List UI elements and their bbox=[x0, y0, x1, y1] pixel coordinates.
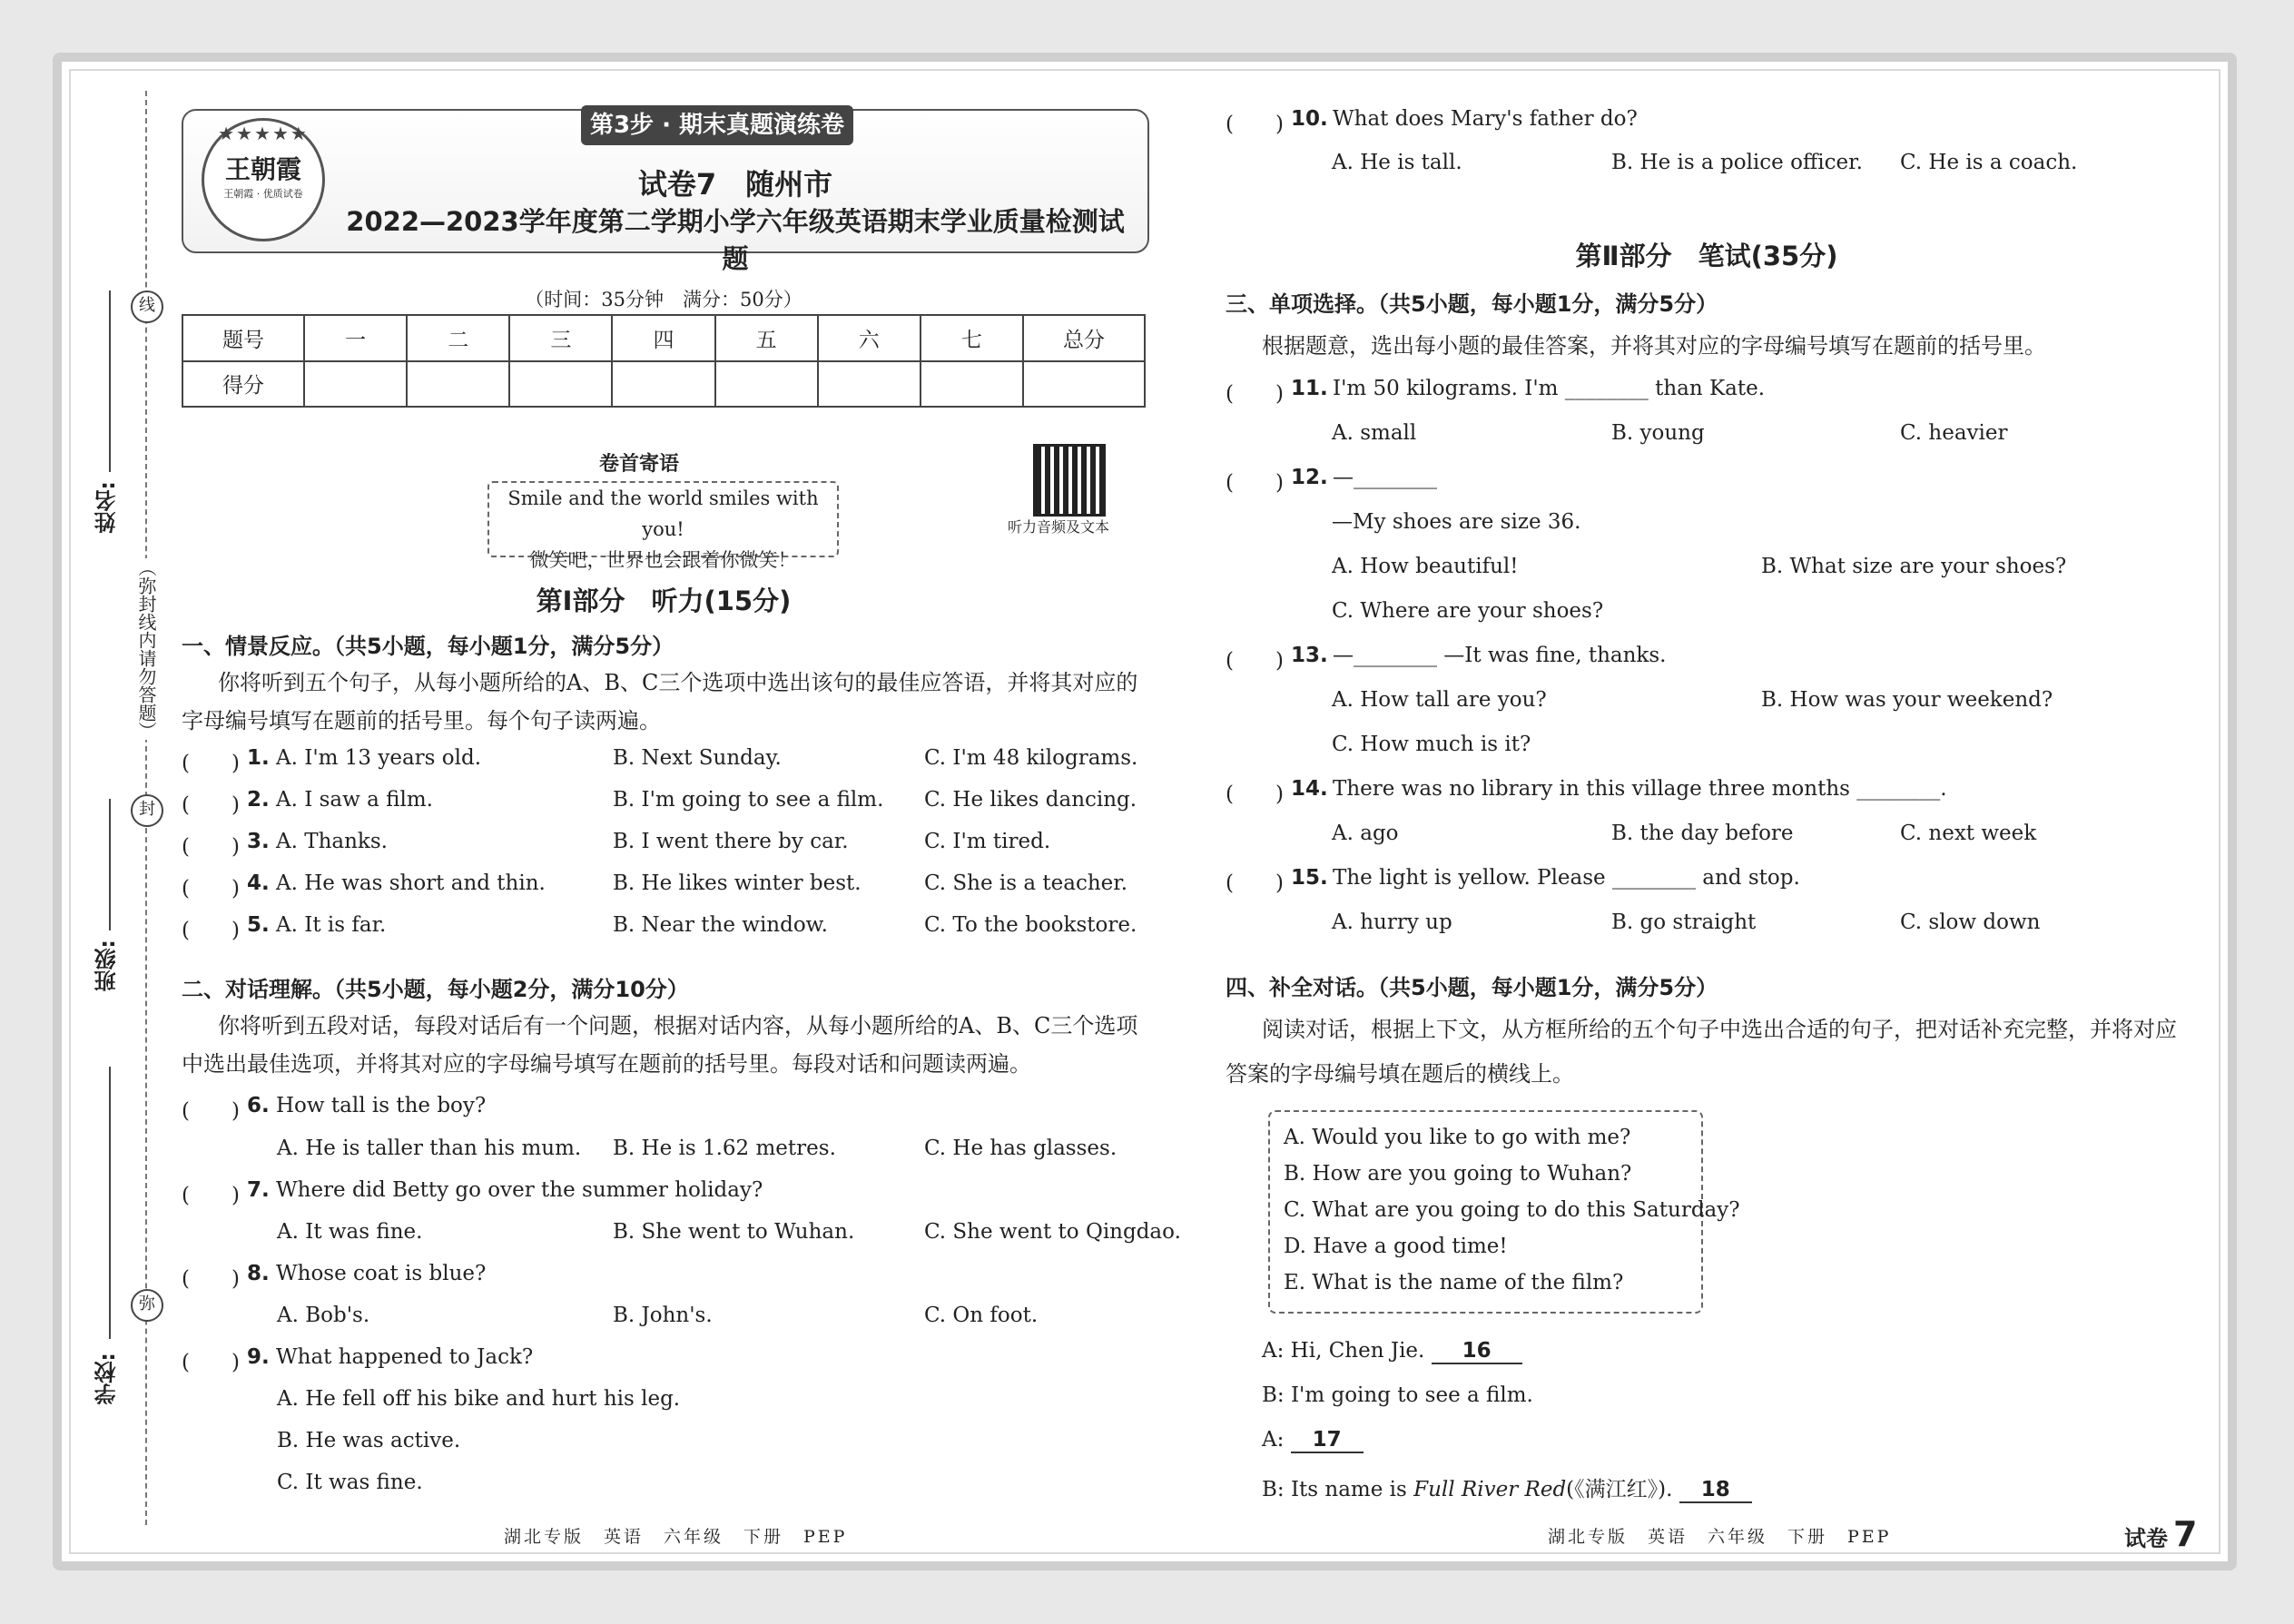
option: B. Near the window. bbox=[613, 913, 828, 937]
score-col: 五 bbox=[715, 315, 818, 361]
sec4-title: 四、补全对话。（共5小题，每小题1分，满分5分） bbox=[1226, 975, 1718, 1000]
option: A. He is tall. bbox=[1332, 151, 1462, 174]
answer-blank[interactable]: 16 bbox=[1432, 1339, 1522, 1364]
class-field[interactable] bbox=[109, 799, 111, 930]
answer-bracket[interactable]: ( ) bbox=[182, 1267, 240, 1291]
secret-mark: 弥 bbox=[131, 1289, 163, 1322]
answer-bracket[interactable]: ( ) bbox=[182, 1099, 240, 1123]
option: B. go straight bbox=[1611, 910, 1757, 934]
option: B. He is 1.62 metres. bbox=[613, 1137, 836, 1160]
answer-bracket[interactable]: ( ) bbox=[1226, 871, 1284, 895]
score-col: 六 bbox=[818, 315, 921, 361]
seal-warning: （弥封线内请勿答题） bbox=[134, 558, 160, 740]
score-row-label: 得分 bbox=[182, 361, 304, 408]
option: A. It was fine. bbox=[277, 1220, 423, 1244]
score-cell[interactable] bbox=[407, 361, 509, 408]
option: B. Next Sunday. bbox=[613, 746, 782, 770]
option: A. ago bbox=[1332, 822, 1399, 845]
score-col: 七 bbox=[921, 315, 1023, 361]
answer-bracket[interactable]: ( ) bbox=[182, 919, 240, 942]
motto-title: 卷首寄语 bbox=[599, 453, 680, 476]
answer-bracket[interactable]: ( ) bbox=[1226, 382, 1284, 406]
sec2-instructions: 你将听到五段对话，每段对话后有一个问题，根据对话内容，从每小题所给的A、B、C三个选项中选出最佳选项，并将其对应的字母编号填写在题前的括号里。每段对话和问题读两遍。 bbox=[182, 1013, 1138, 1077]
answer-bracket[interactable]: ( ) bbox=[1226, 782, 1284, 806]
option: B. young bbox=[1611, 421, 1705, 445]
sec2-title: 二、对话理解。（共5小题，每小题2分，满分10分） bbox=[182, 977, 689, 1002]
option: A. He fell off his bike and hurt his leg. bbox=[277, 1387, 681, 1411]
footer-left: 湖北专版 英语 六年级 下册 PEP bbox=[504, 1527, 848, 1547]
option: C. She is a teacher. bbox=[924, 871, 1128, 895]
option: C. To the bookstore. bbox=[924, 913, 1137, 937]
part1-title: 第Ⅰ部分 听力(15分) bbox=[536, 586, 792, 616]
option: A. I'm 13 years old. bbox=[276, 746, 482, 770]
motto-en: Smile and the world smiles with you! bbox=[507, 487, 819, 540]
answer-bracket[interactable]: ( ) bbox=[182, 1184, 240, 1207]
part2-title: 第Ⅱ部分 笔试(35分) bbox=[1575, 241, 1838, 271]
option: C. How much is it? bbox=[1332, 733, 1531, 756]
answer-bracket[interactable]: ( ) bbox=[182, 752, 240, 775]
score-cell[interactable] bbox=[715, 361, 818, 408]
answer-blank[interactable]: 17 bbox=[1291, 1428, 1364, 1453]
answer-bracket[interactable]: ( ) bbox=[1226, 649, 1284, 673]
option: C. He has glasses. bbox=[924, 1137, 1117, 1160]
option: C. She went to Qingdao. bbox=[924, 1220, 1181, 1244]
motto-box bbox=[487, 481, 839, 571]
name-label: 姓名: bbox=[94, 481, 120, 534]
paper-subtitle: 2022—2023学年度第二学期小学六年级英语期末学业质量检测试题 bbox=[346, 206, 1125, 274]
option: B. He is a police officer. bbox=[1611, 151, 1863, 174]
sec3-title: 三、单项选择。（共5小题，每小题1分，满分5分） bbox=[1226, 291, 1718, 317]
option: A. It is far. bbox=[276, 913, 387, 937]
answer-bracket[interactable]: ( ) bbox=[182, 1351, 240, 1374]
score-col: 一 bbox=[304, 315, 407, 361]
option: B. He likes winter best. bbox=[613, 871, 861, 895]
binding-strip bbox=[91, 73, 163, 1543]
footer-right: 湖北专版 英语 六年级 下册 PEP bbox=[1548, 1527, 1892, 1547]
dialogue-line: A: Hi, Chen Jie. 16 bbox=[1262, 1339, 1522, 1364]
score-cell[interactable] bbox=[921, 361, 1023, 408]
option: C. On foot. bbox=[924, 1304, 1039, 1327]
option: C. next week bbox=[1900, 822, 2037, 845]
box-option: B. How are you going to Wuhan? bbox=[1284, 1162, 1632, 1186]
seal-mark: 封 bbox=[131, 794, 163, 827]
option: A. hurry up bbox=[1332, 910, 1452, 934]
option: C. He is a coach. bbox=[1900, 151, 2078, 174]
box-option: E. What is the name of the film? bbox=[1284, 1271, 1624, 1294]
paper-title: 试卷7 随州市 bbox=[637, 167, 833, 202]
option: B. I'm going to see a film. bbox=[613, 788, 884, 812]
dialogue-line: B: Its name is Full River Red(《满江红》). 18 bbox=[1262, 1472, 1752, 1503]
option: C. Where are your shoes? bbox=[1332, 599, 1604, 623]
score-header-label: 题号 bbox=[182, 315, 304, 361]
option: C. heavier bbox=[1900, 421, 2008, 445]
answer-bracket[interactable]: ( ) bbox=[182, 877, 240, 901]
score-col: 二 bbox=[407, 315, 509, 361]
sec1-instructions: 你将听到五个句子，从每小题所给的A、B、C三个选项中选出该句的最佳应答语，并将其对应的字母编号填写在题前的括号里。每个句子读两遍。 bbox=[182, 670, 1138, 733]
option: A. How tall are you? bbox=[1332, 688, 1547, 712]
option: A. He is taller than his mum. bbox=[277, 1137, 582, 1160]
option: C. I'm 48 kilograms. bbox=[924, 746, 1138, 770]
option: B. John's. bbox=[613, 1304, 713, 1327]
dialogue-line: —My shoes are size 36. bbox=[1332, 510, 1581, 534]
box-option: C. What are you going to do this Saturday? bbox=[1284, 1198, 1740, 1222]
box-option: D. Have a good time! bbox=[1284, 1235, 1508, 1258]
box-option: A. Would you like to go with me? bbox=[1284, 1126, 1631, 1149]
option: B. How was your weekend? bbox=[1761, 688, 2053, 712]
option: C. I'm tired. bbox=[924, 830, 1051, 853]
page-frame bbox=[53, 53, 2237, 1570]
score-col: 四 bbox=[612, 315, 714, 361]
answer-bracket[interactable]: ( ) bbox=[182, 793, 240, 817]
school-label: 学校: bbox=[94, 1353, 120, 1405]
option: C. He likes dancing. bbox=[924, 788, 1137, 812]
qr-caption: 听力音频及文本 bbox=[1008, 518, 1110, 536]
option: A. He was short and thin. bbox=[276, 871, 546, 895]
option: B. the day before bbox=[1611, 822, 1794, 845]
score-cell[interactable] bbox=[304, 361, 407, 408]
name-field[interactable] bbox=[109, 290, 111, 472]
motto-zh: 微笑吧，世界也会跟着你微笑！ bbox=[529, 549, 797, 571]
score-cell[interactable] bbox=[1023, 361, 1145, 408]
option: B. What size are your shoes? bbox=[1761, 555, 2067, 578]
option: B. I went there by car. bbox=[613, 830, 849, 853]
class-label: 班级: bbox=[94, 940, 120, 992]
sec3-instructions: 根据题意，选出每小题的最佳答案，并将其对应的字母编号填写在题前的括号里。 bbox=[1262, 333, 2046, 359]
score-cell[interactable] bbox=[612, 361, 714, 408]
dialogue-line: B: I'm going to see a film. bbox=[1262, 1383, 1533, 1407]
time-info: （时间：35分钟 满分：50分） bbox=[525, 289, 802, 310]
score-col: 总分 bbox=[1023, 315, 1145, 361]
line-mark: 线 bbox=[131, 290, 163, 323]
option: A. Thanks. bbox=[276, 830, 388, 853]
score-col: 三 bbox=[509, 315, 612, 361]
score-table bbox=[182, 314, 1146, 408]
page-number: 试卷 7 bbox=[2124, 1514, 2198, 1554]
answer-blank[interactable]: 18 bbox=[1679, 1478, 1752, 1503]
option: C. slow down bbox=[1900, 910, 2041, 934]
answer-bracket[interactable]: ( ) bbox=[1226, 471, 1284, 495]
dialogue-line: A: 17 bbox=[1262, 1428, 1364, 1453]
school-field[interactable] bbox=[109, 1067, 111, 1339]
score-cell[interactable] bbox=[818, 361, 921, 408]
brand-logo: ★★★★★ 王朝霞 王朝霞 · 优质试卷 bbox=[202, 118, 325, 241]
option: A. Bob's. bbox=[277, 1304, 370, 1327]
answer-bracket[interactable]: ( ) bbox=[1226, 113, 1284, 136]
sec4-instructions: 阅读对话，根据上下文，从方框所给的五个句子中选出合适的句子，把对话补充完整，并将对应答案的字母编号填在题后的横线上。 bbox=[1226, 1017, 2177, 1087]
score-cell[interactable] bbox=[509, 361, 612, 408]
option: B. She went to Wuhan. bbox=[613, 1220, 855, 1244]
option: A. How beautiful! bbox=[1332, 555, 1519, 578]
option: B. He was active. bbox=[277, 1429, 461, 1452]
option: C. It was fine. bbox=[277, 1471, 423, 1494]
option: A. small bbox=[1332, 421, 1417, 445]
sec1-title: 一、情景反应。（共5小题，每小题1分，满分5分） bbox=[182, 634, 674, 659]
qr-code-icon[interactable] bbox=[1033, 444, 1106, 517]
option: A. I saw a film. bbox=[276, 788, 433, 812]
step-banner: 第3步 · 期末真题演练卷 bbox=[581, 105, 853, 145]
answer-bracket[interactable]: ( ) bbox=[182, 835, 240, 859]
